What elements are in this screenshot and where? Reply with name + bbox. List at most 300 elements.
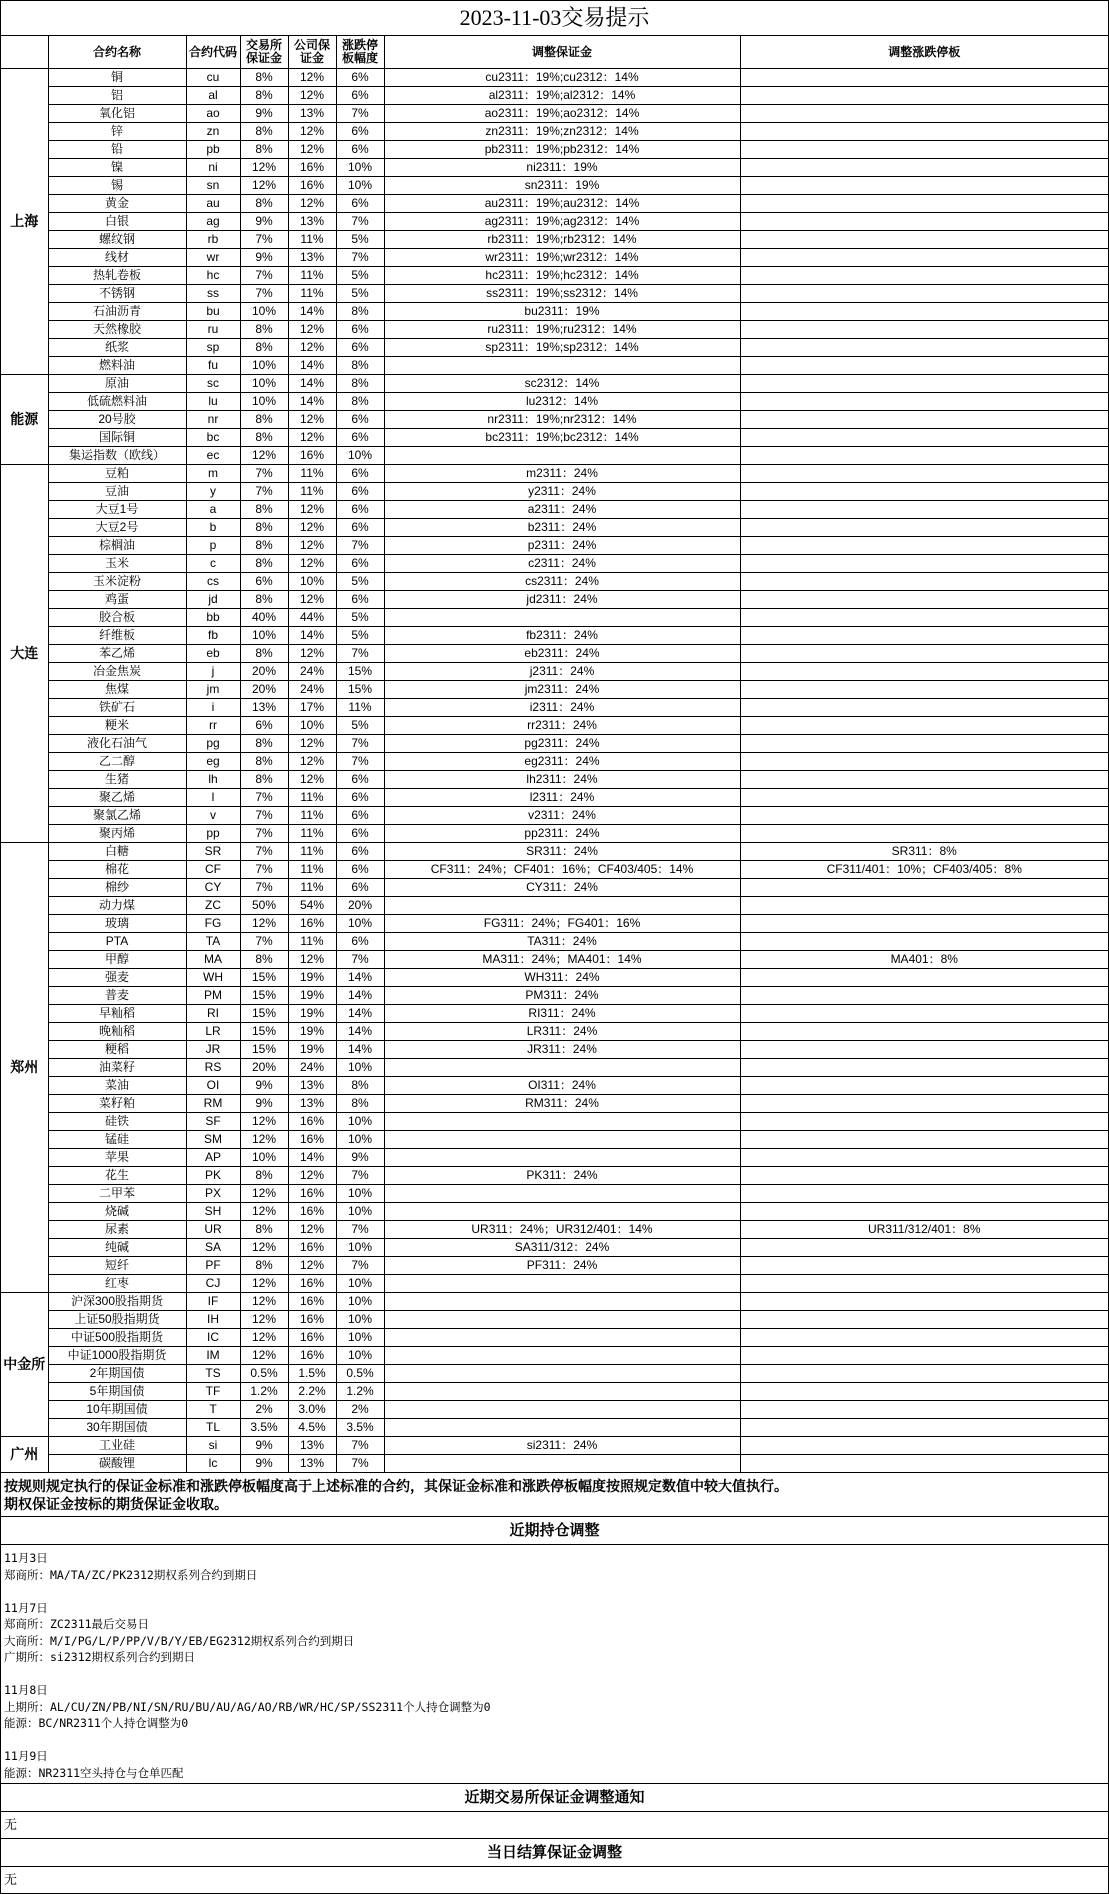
contract-code-cell: MA bbox=[186, 951, 240, 969]
contract-name-cell: 棉花 bbox=[48, 861, 186, 879]
adjusted-margin-cell bbox=[384, 1401, 740, 1419]
exchange-region-cell: 能源 bbox=[1, 375, 48, 465]
adjusted-margin-cell bbox=[384, 1365, 740, 1383]
company-margin-cell: 11% bbox=[288, 465, 336, 483]
adjusted-margin-cell: bc2311：19%;bc2312：14% bbox=[384, 429, 740, 447]
position-line: 11月3日 bbox=[4, 1551, 48, 1565]
company-margin-cell: 19% bbox=[288, 1005, 336, 1023]
company-margin-cell: 11% bbox=[288, 933, 336, 951]
contract-name-cell: 国际铜 bbox=[48, 429, 186, 447]
contract-name-cell: PTA bbox=[48, 933, 186, 951]
exchange-margin-cell: 8% bbox=[240, 1167, 288, 1185]
company-margin-cell: 12% bbox=[288, 645, 336, 663]
exchange-margin-cell: 20% bbox=[240, 681, 288, 699]
company-margin-cell: 16% bbox=[288, 1293, 336, 1311]
company-margin-cell: 16% bbox=[288, 1347, 336, 1365]
rules-note-line-2: 期权保证金按标的期货保证金收取。 bbox=[4, 1496, 228, 1512]
contract-code-cell: IM bbox=[186, 1347, 240, 1365]
adjusted-limit-cell bbox=[740, 573, 1108, 591]
adjusted-limit-cell bbox=[740, 1113, 1108, 1131]
price-limit-cell: 6% bbox=[336, 483, 384, 501]
company-margin-cell: 12% bbox=[288, 195, 336, 213]
price-limit-cell: 6% bbox=[336, 807, 384, 825]
exchange-margin-cell: 3.5% bbox=[240, 1419, 288, 1437]
adjusted-margin-cell: a2311：24% bbox=[384, 501, 740, 519]
contract-name-cell: 螺纹钢 bbox=[48, 231, 186, 249]
table-row bbox=[1, 987, 1108, 1005]
exchange-margin-cell: 8% bbox=[240, 141, 288, 159]
exchange-margin-cell: 8% bbox=[240, 411, 288, 429]
price-limit-cell: 5% bbox=[336, 627, 384, 645]
exchange-margin-cell: 8% bbox=[240, 735, 288, 753]
exchange-margin-cell: 12% bbox=[240, 1131, 288, 1149]
contract-name-cell: 工业硅 bbox=[48, 1437, 186, 1455]
adjusted-limit-cell bbox=[740, 69, 1108, 87]
header-exchange-margin: 交易所保证金 bbox=[240, 36, 288, 69]
price-limit-cell: 6% bbox=[336, 87, 384, 105]
contract-code-cell: si bbox=[186, 1437, 240, 1455]
price-limit-cell: 6% bbox=[336, 411, 384, 429]
contract-name-cell: 天然橡胶 bbox=[48, 321, 186, 339]
table-row bbox=[1, 897, 1108, 915]
adjusted-limit-cell bbox=[740, 663, 1108, 681]
table-row bbox=[1, 951, 1108, 969]
page-title: 2023-11-03交易提示 bbox=[1, 0, 1108, 36]
adjusted-margin-cell bbox=[384, 1113, 740, 1131]
table-row bbox=[1, 591, 1108, 609]
adjusted-margin-cell: m2311：24% bbox=[384, 465, 740, 483]
header-company-margin: 公司保证金 bbox=[288, 36, 336, 69]
company-margin-cell: 12% bbox=[288, 123, 336, 141]
contract-code-cell: FG bbox=[186, 915, 240, 933]
company-margin-cell: 24% bbox=[288, 1059, 336, 1077]
adjusted-limit-cell bbox=[740, 609, 1108, 627]
adjusted-margin-cell: SR311：24% bbox=[384, 843, 740, 861]
contract-code-cell: i bbox=[186, 699, 240, 717]
contract-name-cell: 氧化铝 bbox=[48, 105, 186, 123]
contract-name-cell: 5年期国债 bbox=[48, 1383, 186, 1401]
adjusted-margin-cell bbox=[384, 1185, 740, 1203]
table-row bbox=[1, 285, 1108, 303]
price-limit-cell: 6% bbox=[336, 771, 384, 789]
price-limit-cell: 11% bbox=[336, 699, 384, 717]
table-row bbox=[1, 411, 1108, 429]
table-row bbox=[1, 1401, 1108, 1419]
price-limit-cell: 6% bbox=[336, 141, 384, 159]
contract-code-cell: jm bbox=[186, 681, 240, 699]
contract-code-cell: cs bbox=[186, 573, 240, 591]
exchange-margin-cell: 12% bbox=[240, 1275, 288, 1293]
exchange-margin-cell: 15% bbox=[240, 1041, 288, 1059]
contract-name-cell: 上证50股指期货 bbox=[48, 1311, 186, 1329]
table-row bbox=[1, 915, 1108, 933]
exchange-margin-cell: 8% bbox=[240, 591, 288, 609]
contract-name-cell: 玉米 bbox=[48, 555, 186, 573]
adjusted-limit-cell bbox=[740, 537, 1108, 555]
contract-name-cell: 纸浆 bbox=[48, 339, 186, 357]
company-margin-cell: 4.5% bbox=[288, 1419, 336, 1437]
table-row bbox=[1, 573, 1108, 591]
adjusted-margin-cell: c2311：24% bbox=[384, 555, 740, 573]
contract-code-cell: v bbox=[186, 807, 240, 825]
contract-name-cell: 黄金 bbox=[48, 195, 186, 213]
company-margin-cell: 19% bbox=[288, 987, 336, 1005]
position-line: 11月7日 bbox=[4, 1600, 48, 1615]
contract-code-cell: b bbox=[186, 519, 240, 537]
exchange-margin-cell: 8% bbox=[240, 951, 288, 969]
company-margin-cell: 13% bbox=[288, 249, 336, 267]
company-margin-cell: 16% bbox=[288, 447, 336, 465]
adjusted-margin-cell bbox=[384, 447, 740, 465]
adjusted-limit-cell bbox=[740, 555, 1108, 573]
exchange-margin-cell: 1.2% bbox=[240, 1383, 288, 1401]
position-line: 大商所：M/I/PG/L/P/PP/V/B/Y/EB/EG2312期权系列合约到期日 bbox=[4, 1633, 355, 1648]
table-row bbox=[1, 159, 1108, 177]
header-contract-code: 合约代码 bbox=[186, 36, 240, 69]
price-limit-cell: 5% bbox=[336, 285, 384, 303]
contract-code-cell: pp bbox=[186, 825, 240, 843]
adjusted-limit-cell bbox=[740, 411, 1108, 429]
contract-code-cell: RS bbox=[186, 1059, 240, 1077]
exchange-margin-cell: 8% bbox=[240, 429, 288, 447]
exchange-margin-cell: 10% bbox=[240, 627, 288, 645]
adjusted-limit-cell bbox=[740, 825, 1108, 843]
company-margin-cell: 13% bbox=[288, 1095, 336, 1113]
adjusted-limit-cell bbox=[740, 1203, 1108, 1221]
contract-code-cell: hc bbox=[186, 267, 240, 285]
contract-code-cell: ag bbox=[186, 213, 240, 231]
exchange-margin-cell: 8% bbox=[240, 519, 288, 537]
adjusted-limit-cell bbox=[740, 1077, 1108, 1095]
contract-code-cell: wr bbox=[186, 249, 240, 267]
company-margin-cell: 14% bbox=[288, 303, 336, 321]
exchange-margin-cell: 8% bbox=[240, 537, 288, 555]
adjusted-limit-cell bbox=[740, 1455, 1108, 1473]
price-limit-cell: 10% bbox=[336, 1185, 384, 1203]
exchange-margin-cell: 10% bbox=[240, 303, 288, 321]
exchange-margin-cell: 10% bbox=[240, 357, 288, 375]
position-line: 11月8日 bbox=[4, 1683, 48, 1697]
exchange-margin-cell: 9% bbox=[240, 249, 288, 267]
adjusted-limit-cell bbox=[740, 753, 1108, 771]
company-margin-cell: 11% bbox=[288, 807, 336, 825]
adjusted-margin-cell: sn2311：19% bbox=[384, 177, 740, 195]
rules-note-line-1: 按规则规定执行的保证金标准和涨跌停板幅度高于上述标准的合约，其保证金标准和涨跌停板幅度按照规定数值中较大值执行。 bbox=[4, 1478, 788, 1494]
table-row bbox=[1, 249, 1108, 267]
contract-name-cell: 粳稻 bbox=[48, 1041, 186, 1059]
adjusted-limit-cell bbox=[740, 1275, 1108, 1293]
contract-name-cell: 白糖 bbox=[48, 843, 186, 861]
table-row bbox=[1, 1203, 1108, 1221]
company-margin-cell: 13% bbox=[288, 1437, 336, 1455]
exchange-margin-cell: 40% bbox=[240, 609, 288, 627]
table-row bbox=[1, 933, 1108, 951]
adjusted-margin-cell bbox=[384, 1383, 740, 1401]
company-margin-cell: 12% bbox=[288, 537, 336, 555]
adjusted-limit-cell bbox=[740, 1185, 1108, 1203]
adjusted-margin-cell: al2311：19%;al2312：14% bbox=[384, 87, 740, 105]
company-margin-cell: 16% bbox=[288, 159, 336, 177]
adjusted-margin-cell: LR311：24% bbox=[384, 1023, 740, 1041]
company-margin-cell: 12% bbox=[288, 411, 336, 429]
adjusted-limit-cell bbox=[740, 123, 1108, 141]
contract-name-cell: 锰硅 bbox=[48, 1131, 186, 1149]
company-margin-cell: 16% bbox=[288, 1311, 336, 1329]
contract-code-cell: jd bbox=[186, 591, 240, 609]
contract-name-cell: 镍 bbox=[48, 159, 186, 177]
contract-name-cell: 大豆1号 bbox=[48, 501, 186, 519]
exchange-margin-cell: 9% bbox=[240, 1455, 288, 1473]
adjusted-limit-cell bbox=[740, 1365, 1108, 1383]
contract-code-cell: rb bbox=[186, 231, 240, 249]
exchange-margin-cell: 12% bbox=[240, 915, 288, 933]
table-row bbox=[1, 483, 1108, 501]
company-margin-cell: 14% bbox=[288, 627, 336, 645]
contract-name-cell: 线材 bbox=[48, 249, 186, 267]
adjusted-limit-cell: MA401：8% bbox=[740, 951, 1108, 969]
company-margin-cell: 12% bbox=[288, 69, 336, 87]
company-margin-cell: 12% bbox=[288, 1257, 336, 1275]
price-limit-cell: 7% bbox=[336, 951, 384, 969]
price-limit-cell: 7% bbox=[336, 105, 384, 123]
contract-name-cell: 热轧卷板 bbox=[48, 267, 186, 285]
adjusted-limit-cell bbox=[740, 141, 1108, 159]
header-price-limit: 涨跌停板幅度 bbox=[336, 36, 384, 69]
price-limit-cell: 6% bbox=[336, 465, 384, 483]
company-margin-cell: 11% bbox=[288, 483, 336, 501]
contract-code-cell: l bbox=[186, 789, 240, 807]
company-margin-cell: 19% bbox=[288, 1041, 336, 1059]
adjusted-limit-cell bbox=[740, 501, 1108, 519]
exchange-margin-cell: 12% bbox=[240, 1293, 288, 1311]
contract-code-cell: a bbox=[186, 501, 240, 519]
adjusted-limit-cell bbox=[740, 1023, 1108, 1041]
price-limit-cell: 6% bbox=[336, 789, 384, 807]
contract-name-cell: 豆油 bbox=[48, 483, 186, 501]
adjusted-margin-cell: ni2311：19% bbox=[384, 159, 740, 177]
exchange-region-cell: 广州 bbox=[1, 1437, 48, 1473]
exchange-margin-cell: 9% bbox=[240, 105, 288, 123]
contract-code-cell: al bbox=[186, 87, 240, 105]
adjusted-limit-cell bbox=[740, 87, 1108, 105]
adjusted-limit-cell bbox=[740, 1131, 1108, 1149]
adjusted-limit-cell bbox=[740, 1041, 1108, 1059]
adjusted-margin-cell: PM311：24% bbox=[384, 987, 740, 1005]
price-limit-cell: 8% bbox=[336, 393, 384, 411]
adjusted-limit-cell bbox=[740, 627, 1108, 645]
adjusted-margin-cell bbox=[384, 357, 740, 375]
price-limit-cell: 6% bbox=[336, 429, 384, 447]
table-row bbox=[1, 87, 1108, 105]
exchange-margin-cell: 9% bbox=[240, 213, 288, 231]
adjusted-limit-cell bbox=[740, 807, 1108, 825]
price-limit-cell: 8% bbox=[336, 303, 384, 321]
company-margin-cell: 12% bbox=[288, 321, 336, 339]
contract-name-cell: 油菜籽 bbox=[48, 1059, 186, 1077]
company-margin-cell: 12% bbox=[288, 555, 336, 573]
contract-code-cell: cu bbox=[186, 69, 240, 87]
adjusted-margin-cell bbox=[384, 1311, 740, 1329]
table-row bbox=[1, 1077, 1108, 1095]
price-limit-cell: 10% bbox=[336, 1239, 384, 1257]
price-limit-cell: 15% bbox=[336, 663, 384, 681]
exchange-margin-cell: 6% bbox=[240, 573, 288, 591]
exchange-margin-cell: 12% bbox=[240, 447, 288, 465]
table-row bbox=[1, 1113, 1108, 1131]
table-row bbox=[1, 699, 1108, 717]
exchange-margin-cell: 12% bbox=[240, 1329, 288, 1347]
adjusted-limit-cell bbox=[740, 429, 1108, 447]
adjusted-margin-cell: lu2312：14% bbox=[384, 393, 740, 411]
price-limit-cell: 10% bbox=[336, 915, 384, 933]
price-limit-cell: 7% bbox=[336, 537, 384, 555]
table-row bbox=[1, 753, 1108, 771]
company-margin-cell: 12% bbox=[288, 501, 336, 519]
contract-code-cell: bc bbox=[186, 429, 240, 447]
exchange-margin-cell: 8% bbox=[240, 1257, 288, 1275]
contract-code-cell: m bbox=[186, 465, 240, 483]
position-adjustment-title: 近期持仓调整 bbox=[1, 1517, 1108, 1545]
contract-name-cell: 棉纱 bbox=[48, 879, 186, 897]
adjusted-margin-cell: JR311：24% bbox=[384, 1041, 740, 1059]
adjusted-margin-cell: ss2311：19%;ss2312：14% bbox=[384, 285, 740, 303]
table-row bbox=[1, 1023, 1108, 1041]
adjusted-margin-cell: lh2311：24% bbox=[384, 771, 740, 789]
table-row bbox=[1, 879, 1108, 897]
adjusted-margin-cell: j2311：24% bbox=[384, 663, 740, 681]
adjusted-margin-cell: PK311：24% bbox=[384, 1167, 740, 1185]
exchange-margin-cell: 7% bbox=[240, 267, 288, 285]
price-limit-cell: 2% bbox=[336, 1401, 384, 1419]
contract-code-cell: IH bbox=[186, 1311, 240, 1329]
contract-name-cell: 聚丙烯 bbox=[48, 825, 186, 843]
adjusted-limit-cell bbox=[740, 1419, 1108, 1437]
exchange-margin-cell: 7% bbox=[240, 789, 288, 807]
price-limit-cell: 6% bbox=[336, 843, 384, 861]
adjusted-margin-cell: fb2311：24% bbox=[384, 627, 740, 645]
contract-name-cell: 白银 bbox=[48, 213, 186, 231]
contract-code-cell: CY bbox=[186, 879, 240, 897]
exchange-margin-cell: 12% bbox=[240, 1347, 288, 1365]
price-limit-cell: 6% bbox=[336, 321, 384, 339]
table-row bbox=[1, 609, 1108, 627]
contract-code-cell: bb bbox=[186, 609, 240, 627]
price-limit-cell: 6% bbox=[336, 519, 384, 537]
adjusted-margin-cell bbox=[384, 1149, 740, 1167]
exchange-margin-cell: 8% bbox=[240, 69, 288, 87]
price-limit-cell: 14% bbox=[336, 1023, 384, 1041]
company-margin-cell: 11% bbox=[288, 861, 336, 879]
adjusted-limit-cell bbox=[740, 465, 1108, 483]
table-row bbox=[1, 69, 1108, 87]
price-limit-cell: 10% bbox=[336, 1113, 384, 1131]
adjusted-margin-cell bbox=[384, 1329, 740, 1347]
adjusted-limit-cell bbox=[740, 1059, 1108, 1077]
adjusted-margin-cell bbox=[384, 1293, 740, 1311]
adjusted-limit-cell bbox=[740, 267, 1108, 285]
adjusted-margin-cell bbox=[384, 609, 740, 627]
contract-code-cell: LR bbox=[186, 1023, 240, 1041]
company-margin-cell: 11% bbox=[288, 267, 336, 285]
adjusted-margin-cell: RM311：24% bbox=[384, 1095, 740, 1113]
contract-code-cell: SA bbox=[186, 1239, 240, 1257]
company-margin-cell: 11% bbox=[288, 231, 336, 249]
adjusted-margin-cell bbox=[384, 897, 740, 915]
adjusted-margin-cell: bu2311：19% bbox=[384, 303, 740, 321]
adjusted-limit-cell bbox=[740, 159, 1108, 177]
company-margin-cell: 24% bbox=[288, 663, 336, 681]
contract-code-cell: JR bbox=[186, 1041, 240, 1059]
contract-name-cell: 铜 bbox=[48, 69, 186, 87]
contract-code-cell: ec bbox=[186, 447, 240, 465]
contract-name-cell: 苹果 bbox=[48, 1149, 186, 1167]
table-header-row bbox=[1, 36, 1108, 69]
price-limit-cell: 7% bbox=[336, 1437, 384, 1455]
contract-name-cell: 晚籼稻 bbox=[48, 1023, 186, 1041]
price-limit-cell: 10% bbox=[336, 1293, 384, 1311]
exchange-margin-cell: 15% bbox=[240, 1005, 288, 1023]
company-margin-cell: 12% bbox=[288, 735, 336, 753]
adjusted-limit-cell bbox=[740, 231, 1108, 249]
position-adjustment-body bbox=[1, 1545, 1108, 1784]
price-limit-cell: 8% bbox=[336, 375, 384, 393]
company-margin-cell: 12% bbox=[288, 429, 336, 447]
position-line: 上期所：AL/CU/ZN/PB/NI/SN/RU/BU/AU/AG/AO/RB/WR/HC/SP/SS2311个人持仓调整为0 bbox=[4, 1699, 491, 1714]
contract-name-cell: 乙二醇 bbox=[48, 753, 186, 771]
company-margin-cell: 16% bbox=[288, 177, 336, 195]
exchange-margin-cell: 10% bbox=[240, 1149, 288, 1167]
table-row bbox=[1, 843, 1108, 861]
contract-code-cell: SM bbox=[186, 1131, 240, 1149]
adjusted-margin-cell: OI311：24% bbox=[384, 1077, 740, 1095]
contract-name-cell: 铝 bbox=[48, 87, 186, 105]
company-margin-cell: 13% bbox=[288, 105, 336, 123]
contract-name-cell: 强麦 bbox=[48, 969, 186, 987]
contract-code-cell: rr bbox=[186, 717, 240, 735]
contract-code-cell: AP bbox=[186, 1149, 240, 1167]
price-limit-cell: 6% bbox=[336, 123, 384, 141]
contract-table bbox=[1, 36, 1108, 1473]
company-margin-cell: 16% bbox=[288, 915, 336, 933]
contract-code-cell: fu bbox=[186, 357, 240, 375]
exchange-margin-cell: 7% bbox=[240, 825, 288, 843]
table-row bbox=[1, 663, 1108, 681]
adjusted-limit-cell bbox=[740, 195, 1108, 213]
contract-code-cell: sp bbox=[186, 339, 240, 357]
exchange-region-cell: 上海 bbox=[1, 69, 48, 375]
contract-name-cell: 集运指数（欧线） bbox=[48, 447, 186, 465]
adjusted-margin-cell bbox=[384, 1203, 740, 1221]
adjusted-limit-cell bbox=[740, 1239, 1108, 1257]
company-margin-cell: 11% bbox=[288, 825, 336, 843]
table-row bbox=[1, 1005, 1108, 1023]
price-limit-cell: 10% bbox=[336, 447, 384, 465]
price-limit-cell: 6% bbox=[336, 933, 384, 951]
contract-name-cell: 液化石油气 bbox=[48, 735, 186, 753]
position-line: 能源：BC/NR2311个人持仓调整为0 bbox=[4, 1716, 189, 1730]
exchange-margin-cell: 12% bbox=[240, 1185, 288, 1203]
exchange-margin-cell: 7% bbox=[240, 843, 288, 861]
adjusted-limit-cell bbox=[740, 717, 1108, 735]
table-row bbox=[1, 123, 1108, 141]
price-limit-cell: 0.5% bbox=[336, 1365, 384, 1383]
contract-code-cell: c bbox=[186, 555, 240, 573]
position-line: 郑商所：MA/TA/ZC/PK2312期权系列合约到期日 bbox=[4, 1567, 258, 1582]
company-margin-cell: 12% bbox=[288, 1221, 336, 1239]
contract-name-cell: 沪深300股指期货 bbox=[48, 1293, 186, 1311]
adjusted-limit-cell bbox=[740, 105, 1108, 123]
adjusted-margin-cell: MA311：24%；MA401：14% bbox=[384, 951, 740, 969]
